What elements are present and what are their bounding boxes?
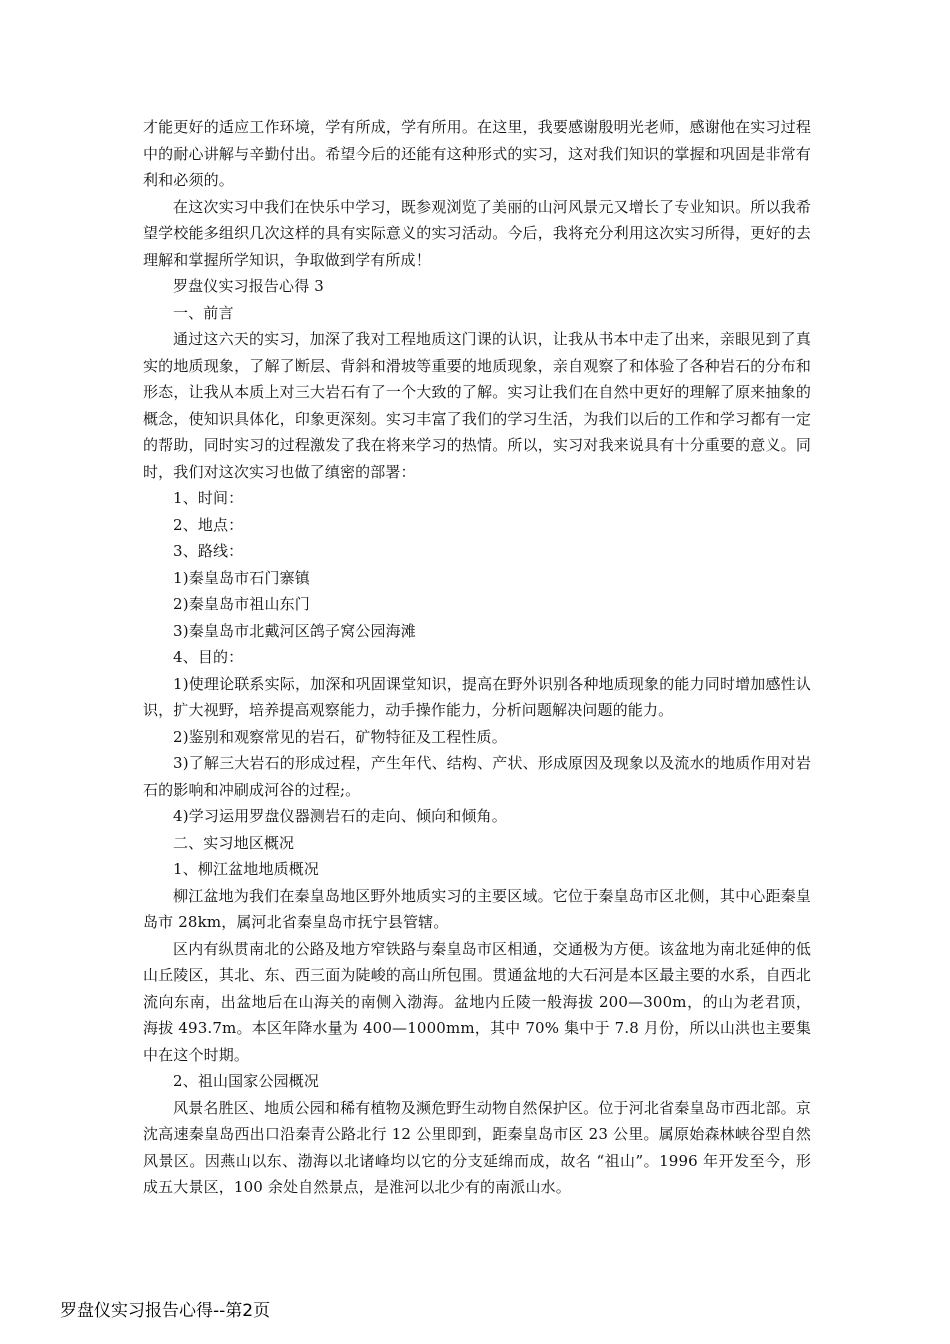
paragraph: 柳江盆地为我们在秦皇岛地区野外地质实习的主要区域。它位于秦皇岛市区北侧，其中心距秦皇岛市 28km，属河北省秦皇岛市抚宁县管辖。 (143, 886, 811, 931)
paragraph-continuation: 才能更好的适应工作环境，学有所成，学有所用。在这里，我要感谢殷明光老师，感谢他在实习过程中的耐心讲解与辛勤付出。希望今后的还能有这种形式的实习，这对我们知识的掌握和巩固是非常有利和必须的。 (143, 118, 811, 189)
subheading-zushan: 2、祖山国家公园概况 (173, 1072, 320, 1090)
heading-preface: 一、前言 (173, 303, 234, 322)
paragraph: 通过这六天的实习，加深了我对工程地质这门课的认识，让我从书本中走了出来，亲眼见到了真实的地质现象，了解了断层、背斜和滑坡等重要的地质现象，亲自观察了和体验了各种岩石的分布和形态，让我从本质上对三大岩石有了一个大致的了解。实习让我们在自然中更好的理解了原来抽象的概念，使知识具体化，印象更深刻。实习丰富了我们的学习生活，为我们以后的工作和学习都有一定的帮助，同时实习的过程激发了我在将来学习的热情。所以，实习对我来说具有十分重要的意义。同时，我们对这次实习也做了缜密的部署： (143, 330, 811, 481)
paragraph: 区内有纵贯南北的公路及地方窄铁路与秦皇岛市区相通，交通极为方便。该盆地为南北延伸的低山丘陵区，其北、东、西三面为陡峻的高山所包围。贯通盆地的大石河是本区最主要的水系，自西北流向东南，出盆地后在山海关的南侧入渤海。盆地内丘陵一般海拔 200—300m，的山为老君顶，海拔 493.7m。本区年降水量为 400—1000mm，其中 70% 集中于 7.8 月份，所以山洪也主要集中在这个时期。 (143, 939, 811, 1064)
purpose-item: 3)了解三大岩石的形成过程，产生年代、结构、产状、形成原因及现象以及流水的地质作用对岩石的影响和冲刷成河谷的过程;。 (143, 754, 811, 799)
paragraph: 在这次实习中我们在快乐中学习，既参观浏览了美丽的山河风景元又增长了专业知识。所以我希望学校能多组织几次这样的具有实际意义的实习活动。今后，我将充分利用这次实习所得，更好的去理解和掌握所学知识，争取做到学有所成！ (143, 197, 811, 269)
route-item: 3)秦皇岛市北戴河区鸽子窝公园海滩 (173, 621, 416, 640)
paragraph: 风景名胜区、地质公园和稀有植物及濒危野生动物自然保护区。位于河北省秦皇岛市西北部。京沈高速秦皇岛西出口沿秦青公路北行 12 公里即到，距秦皇岛市区 23 公里。属原始森林峡谷型自然风景区。因燕山以东、渤海以北诸峰均以它的分支延绵而成，故名 “祖山”。1996 年开发至今，形成五大景区，100 余处自然景点，是淮河以北少有的南派山水。 (143, 1098, 811, 1196)
list-item-purpose: 4、目的： (173, 648, 244, 666)
section-title: 罗盘仪实习报告心得 3 (173, 277, 324, 295)
list-item-location: 2、地点： (173, 515, 244, 534)
route-item: 1)秦皇岛市石门寨镇 (173, 568, 310, 587)
purpose-item: 4)学习运用罗盘仪器测岩石的走向、倾向和倾角。 (173, 807, 507, 825)
document-body (143, 114, 811, 1201)
subheading-liujiang: 1、柳江盆地地质概况 (173, 860, 320, 878)
route-item: 2)秦皇岛市祖山东门 (173, 595, 310, 613)
page-footer: 罗盘仪实习报告心得--第2页 (60, 1301, 271, 1321)
list-item-time: 1、时间： (173, 489, 244, 507)
purpose-item: 1)使理论联系实际，加深和巩固课堂知识，提高在野外识别各种地质现象的能力同时增加感性认识，扩大视野，培养提高观察能力，动手操作能力，分析问题解决问题的能力。 (143, 674, 811, 719)
list-item-route: 3、路线： (173, 542, 244, 560)
purpose-item: 2)鉴别和观察常见的岩石，矿物特征及工程性质。 (173, 727, 507, 746)
heading-region-overview: 二、实习地区概况 (173, 833, 295, 852)
